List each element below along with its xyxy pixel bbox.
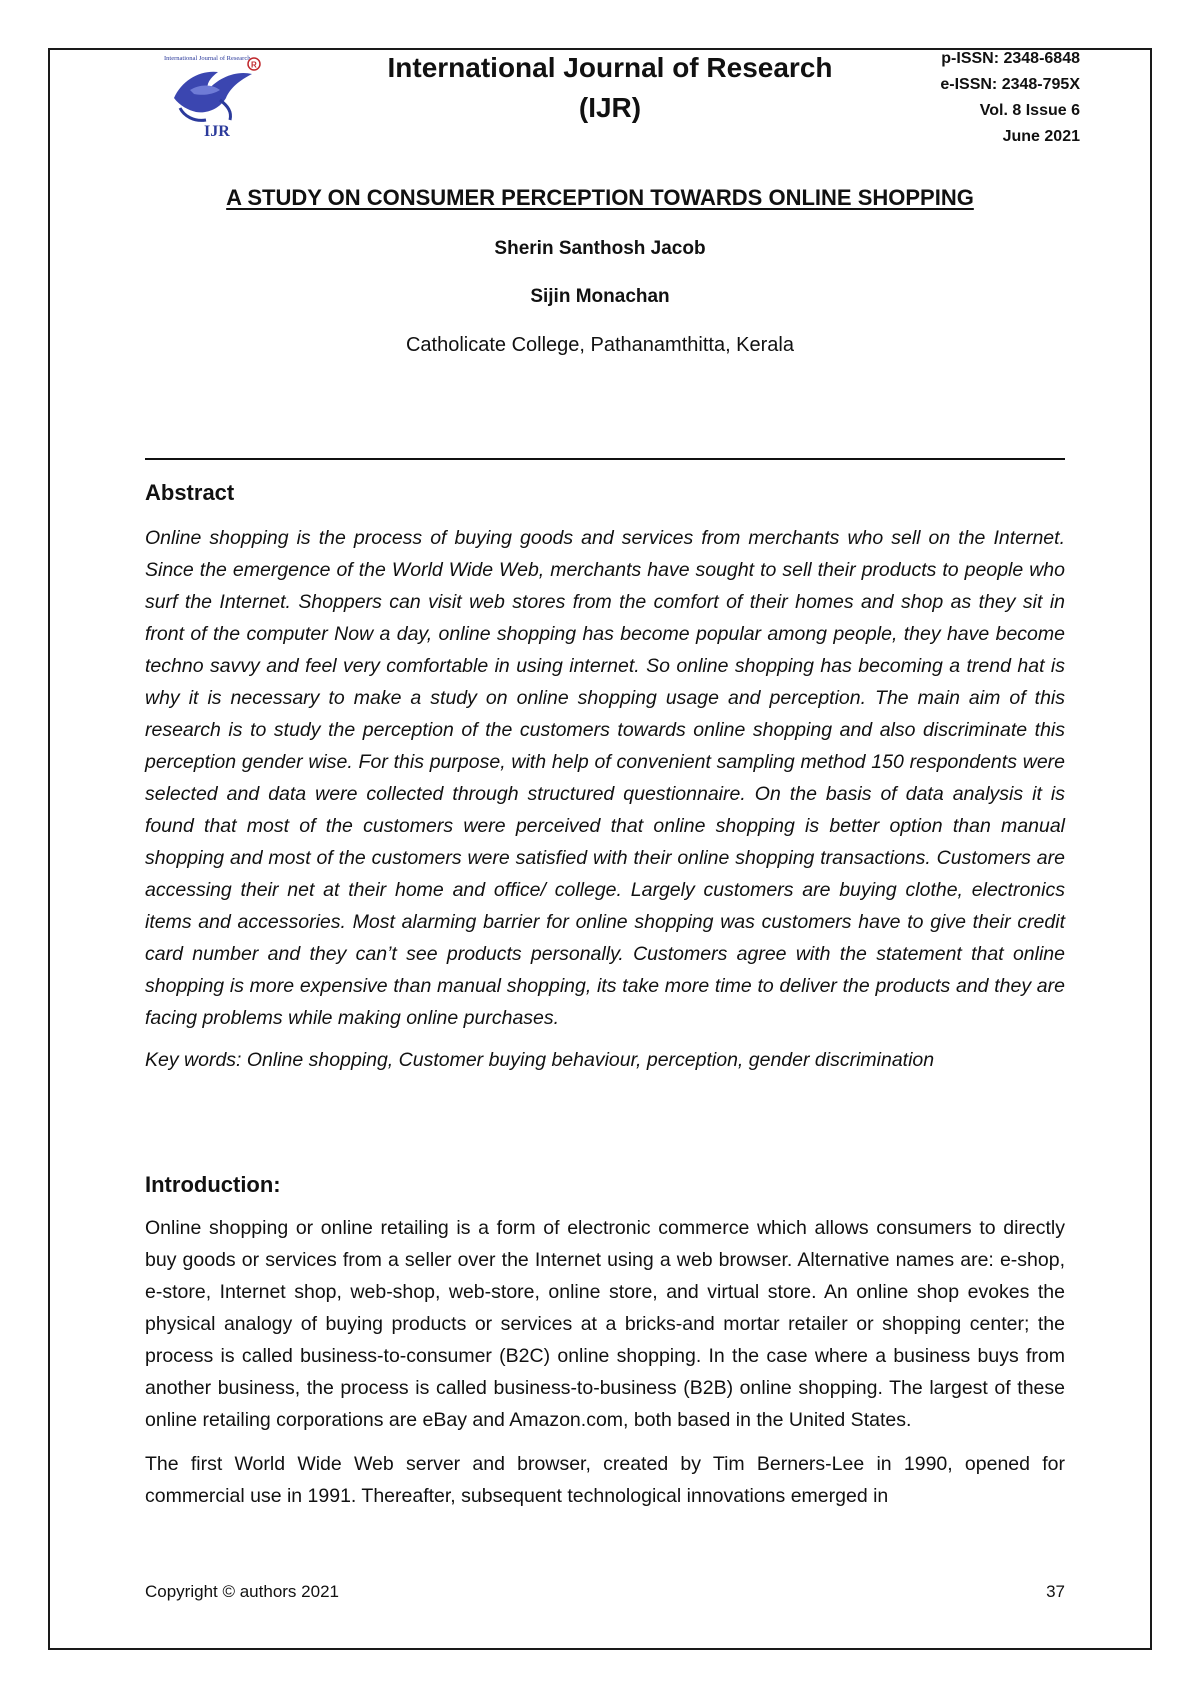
introduction-paragraph: The first World Wide Web server and browser, created by Tim Berners-Lee in 1990, opened for commercial use in 1991. Thereafter, subsequent technological innovations emerged in <box>145 1453 1065 1507</box>
introduction-paragraph: Online shopping or online retailing is a form of electronic commerce which allows consumers to directly buy goods or services from a seller over the Internet using a web browser. Alternative names are: e-shop, e-store, Internet shop, web-shop, web-store, online store, and virtual store. An online shop evokes the physical analogy of buying products or services at a bricks-and mortar retailer or shopping center; the process is called business-to-consumer (B2C) online shopping. In the case where a business buys from another business, the process is called business-to-business (B2B) online shopping. The largest of these online retailing corporations are eBay and Amazon.com, both based in the United States. <box>145 1217 1065 1431</box>
issue-date: June 2021 <box>1002 128 1080 145</box>
copyright-notice: Copyright © authors 2021 <box>145 1582 339 1601</box>
journal-title-line1: International Journal of Research <box>387 52 833 83</box>
keywords: Key words: Online shopping, Customer buying behaviour, perception, gender discrimination <box>145 1049 935 1071</box>
journal-logo <box>160 50 276 140</box>
journal-meta <box>940 46 1080 150</box>
introduction-heading: Introduction: <box>145 1172 281 1197</box>
paper-title: A STUDY ON CONSUMER PERCEPTION TOWARDS ONLINE SHOPPING <box>226 185 974 210</box>
volume-issue: Vol. 8 Issue 6 <box>979 102 1080 119</box>
section-divider <box>145 458 1065 460</box>
page-number: 37 <box>1046 1582 1065 1601</box>
journal-title <box>380 48 840 128</box>
journal-title-line2: (IJR) <box>578 92 642 123</box>
p-issn: p-ISSN: 2348-6848 <box>941 50 1080 67</box>
svg-text:R: R <box>251 60 257 70</box>
svg-text:International Journal of Resea: International Journal of Research <box>164 55 251 62</box>
abstract-section <box>145 480 1065 1076</box>
svg-text:IJR: IJR <box>204 123 230 140</box>
author-2: Sijin Monachan <box>530 286 670 307</box>
abstract-text: Online shopping is the process of buying goods and services from merchants who sell on the Internet. Since the emergence of the World Wide Web, merchants have sought to sell their products to people who surf the Internet. Shoppers can visit web stores from the comfort of their homes and shop as they sit in front of the computer Now a day, online shopping has become popular among people, they have become techno savvy and feel very comfortable in using internet. So online shopping has becoming a trend hat is why it is necessary to make a study on online shopping usage and perception. The main aim of this research is to study the perception of the customers towards online shopping and also discriminate this perception gender wise. For this purpose, with help of convenient sampling method 150 respondents were selected and data were collected through structured questionnaire. On the basis of data analysis it is found that most of the customers were perceived that online shopping is better option than manual shopping and most of the customers were satisfied with their online shopping transactions. Customers are accessing their net at their home and office/ college. Largely customers are buying clothe, electronics items and accessories. Most alarming barrier for online shopping was customers have to give their credit card number and they can’t see products personally. Customers agree with the statement that online shopping is more expensive than manual shopping, its take more time to deliver the products and they are facing problems while making online purchases. <box>145 527 1065 1029</box>
introduction-section <box>145 1172 1065 1512</box>
affiliation: Catholicate College, Pathanamthitta, Kerala <box>405 334 794 356</box>
author-1: Sherin Santhosh Jacob <box>494 238 706 259</box>
abstract-heading: Abstract <box>145 480 235 505</box>
e-issn: e-ISSN: 2348-795X <box>940 76 1080 93</box>
